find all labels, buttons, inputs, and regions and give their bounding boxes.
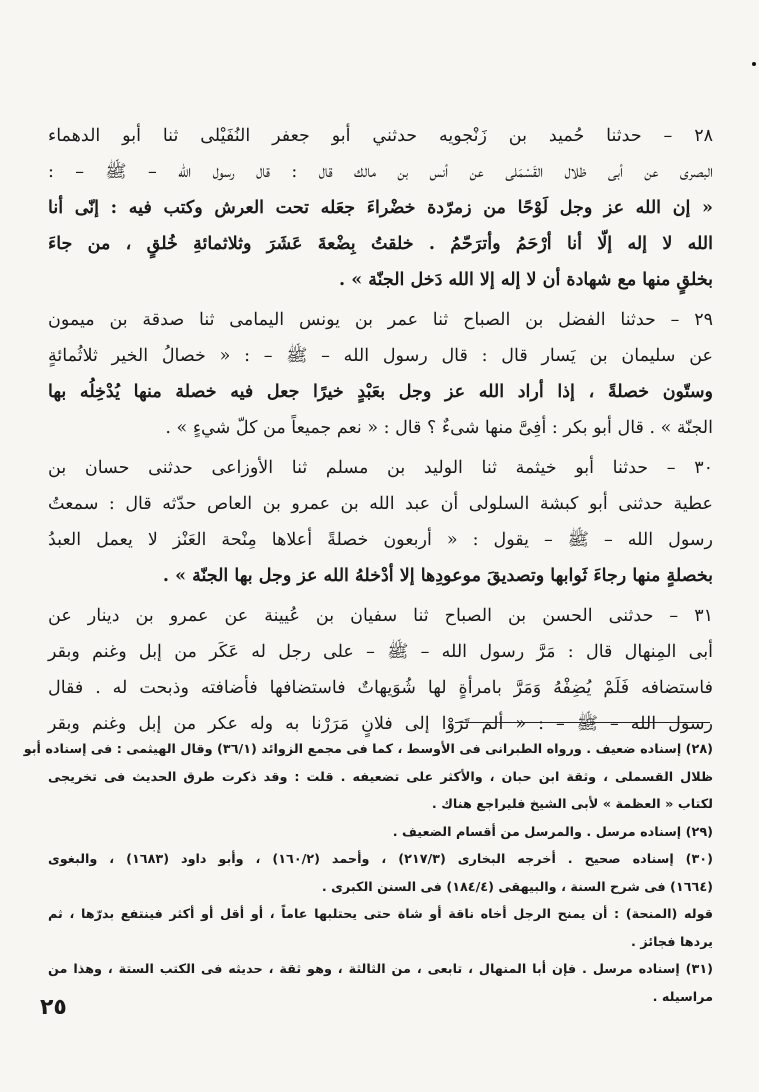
hadith-28-line-3: « إن الله عز وجل لَوْحًا من زمرّدة خضْراءَ جعَله تحت العرش وكتب فيه : إنّى أنا (48, 198, 713, 218)
footnote-30-line-3: قوله (المنحة) : أن يمنح الرجل أخاه ناقة أو شاة حتى يحتلبها عاماً ، أو أقل أو أكثر فينتفع بدرّها ، ثم (48, 907, 713, 922)
scan-speck (752, 62, 756, 66)
footnote-29: (٢٩) إسناده مرسل . والمرسل من أقسام الضعيف . (392, 824, 713, 840)
footnote-separator (455, 722, 710, 723)
page-number: ٢٥ (40, 995, 67, 1020)
hadith-30-line-3: رسول الله – ﷺ – يقول : « أربعون خصلةً أعلاها مِنْحة العَنْز لا يعمل العبدُ (48, 530, 713, 550)
hadith-30-line-1: ٣٠ – حدثنا أبو خيثمة ثنا الوليد بن مسلم ثنا الأوزاعى حدثنى حسان بن (48, 458, 713, 478)
hadith-29-line-3: وستّون خصلةً ، إذا أراد الله عز وجل بعَبْدٍ خيرًا جعل فيه خصلة منها يُدْخِلُه بها (48, 382, 713, 402)
hadith-31-line-4: رسول الله – ﷺ – : « ألم تَرَوْا إلى فلانٍ مَرَرْنا به وله عكر من إبل وغنم وبقر (48, 714, 713, 734)
footnote-28-line-1: (٢٨) إسناده ضعيف . ورواه الطبرانى فى الأوسط ، كما فى مجمع الزوائد (٣٦/١) وقال الهيثمى : فى إسناده أبو (23, 742, 713, 757)
hadith-30-line-2: عطية حدثنى أبو كبشة السلولى أن عبد الله بن عمرو بن العاص حدّثه قال : سمعتُ (48, 494, 713, 514)
footnote-30-line-2: (١٦٦٤) فى شرح السنة ، والبيهقى (١٨٤/٤) فى السنن الكبرى . (321, 879, 713, 895)
footnote-31-line-1: (٣١) إسناده مرسل . فإن أبا المنهال ، تابعى ، من الثالثة ، وهو ثقة ، حديثه فى الكتب الستة ، وهذا من (48, 962, 713, 977)
footnote-28-line-2: ظلال القسملى ، وثقة ابن حبان ، والأكثر على تضعيفه . قلت : وقد ذكرت طرق الحديث فى تخريجى (48, 769, 713, 785)
footnote-30-line-1: (٣٠) إسناده صحيح . أخرجه البخارى (٢١٧/٣) ، وأحمد (١٦٠/٢) ، وأبو داود (١٦٨٣) ، والبغوى (48, 852, 713, 867)
hadith-31-line-2: أبى المِنهال قال : مَرَّ رسول الله – ﷺ – على رجل له عَكَر من إبل وغنم وبقر (48, 642, 713, 662)
hadith-28-line-2: البصرى عن أبى ظلال القَسْمَلى عن أنس بن مالك قال : قال رسول الله – ﷺ – : (48, 162, 713, 182)
hadith-28-line-1: ٢٨ – حدثنا حُميد بن زَنْجويه حدثني أبو جعفر النُفَيْلى ثنا أبو الدهماء (48, 126, 713, 146)
hadith-28-line-5: بخلقٍ منها مع شهادة أن لا إله إلا الله دَخل الجنّة » . (339, 270, 713, 290)
hadith-28-line-4: الله لا إله إلّا أنا أرْحَمُ وأترَحّمُ . خلقتُ بِضْعةَ عَشَرَ وثلاثمائةِ خُلقٍ ، من جاءَ (48, 234, 713, 254)
footnote-28-line-3: لكتاب « العظمة » لأبى الشيخ فليراجع هناك . (431, 797, 713, 812)
footnote-31-line-2: مراسيله . (652, 989, 713, 1005)
hadith-29-line-2: عن سليمان بن يَسار قال : قال رسول الله – ﷺ – : « خصالُ الخير ثلاثُمائةٍ (48, 346, 713, 366)
footnote-30-line-4: يردها فجائز . (631, 934, 713, 950)
main-text (48, 118, 713, 742)
hadith-30-line-4: بخصلةٍ منها رجاءَ ثَوابها وتصديقَ موعودِها إلا أدْخلهُ الله عز وجل بها الجنّة » . (162, 566, 713, 586)
hadith-29-line-4: الجنّة » . قال أبو بكر : أفِىَّ منها شىءٌ ؟ قال : « نعم جميعاً من كلّ شيءٍ » . (165, 418, 713, 438)
hadith-31-line-1: ٣١ – حدثنى الحسن بن الصباح ثنا سفيان بن عُيينة عن عمرو بن دينار عن (48, 606, 713, 626)
hadith-31-line-3: فاستضافه فَلَمْ يُضِفْهُ وَمَرَّ بامرأةٍ لها شُوَيهاتٌ فاستضافها فأضافته وذبحت له . فقال (48, 678, 713, 698)
hadith-29-line-1: ٢٩ – حدثنا الفضل بن الصباح ثنا عمر بن يونس اليمامى ثنا صدقة بن ميمون (48, 310, 713, 330)
